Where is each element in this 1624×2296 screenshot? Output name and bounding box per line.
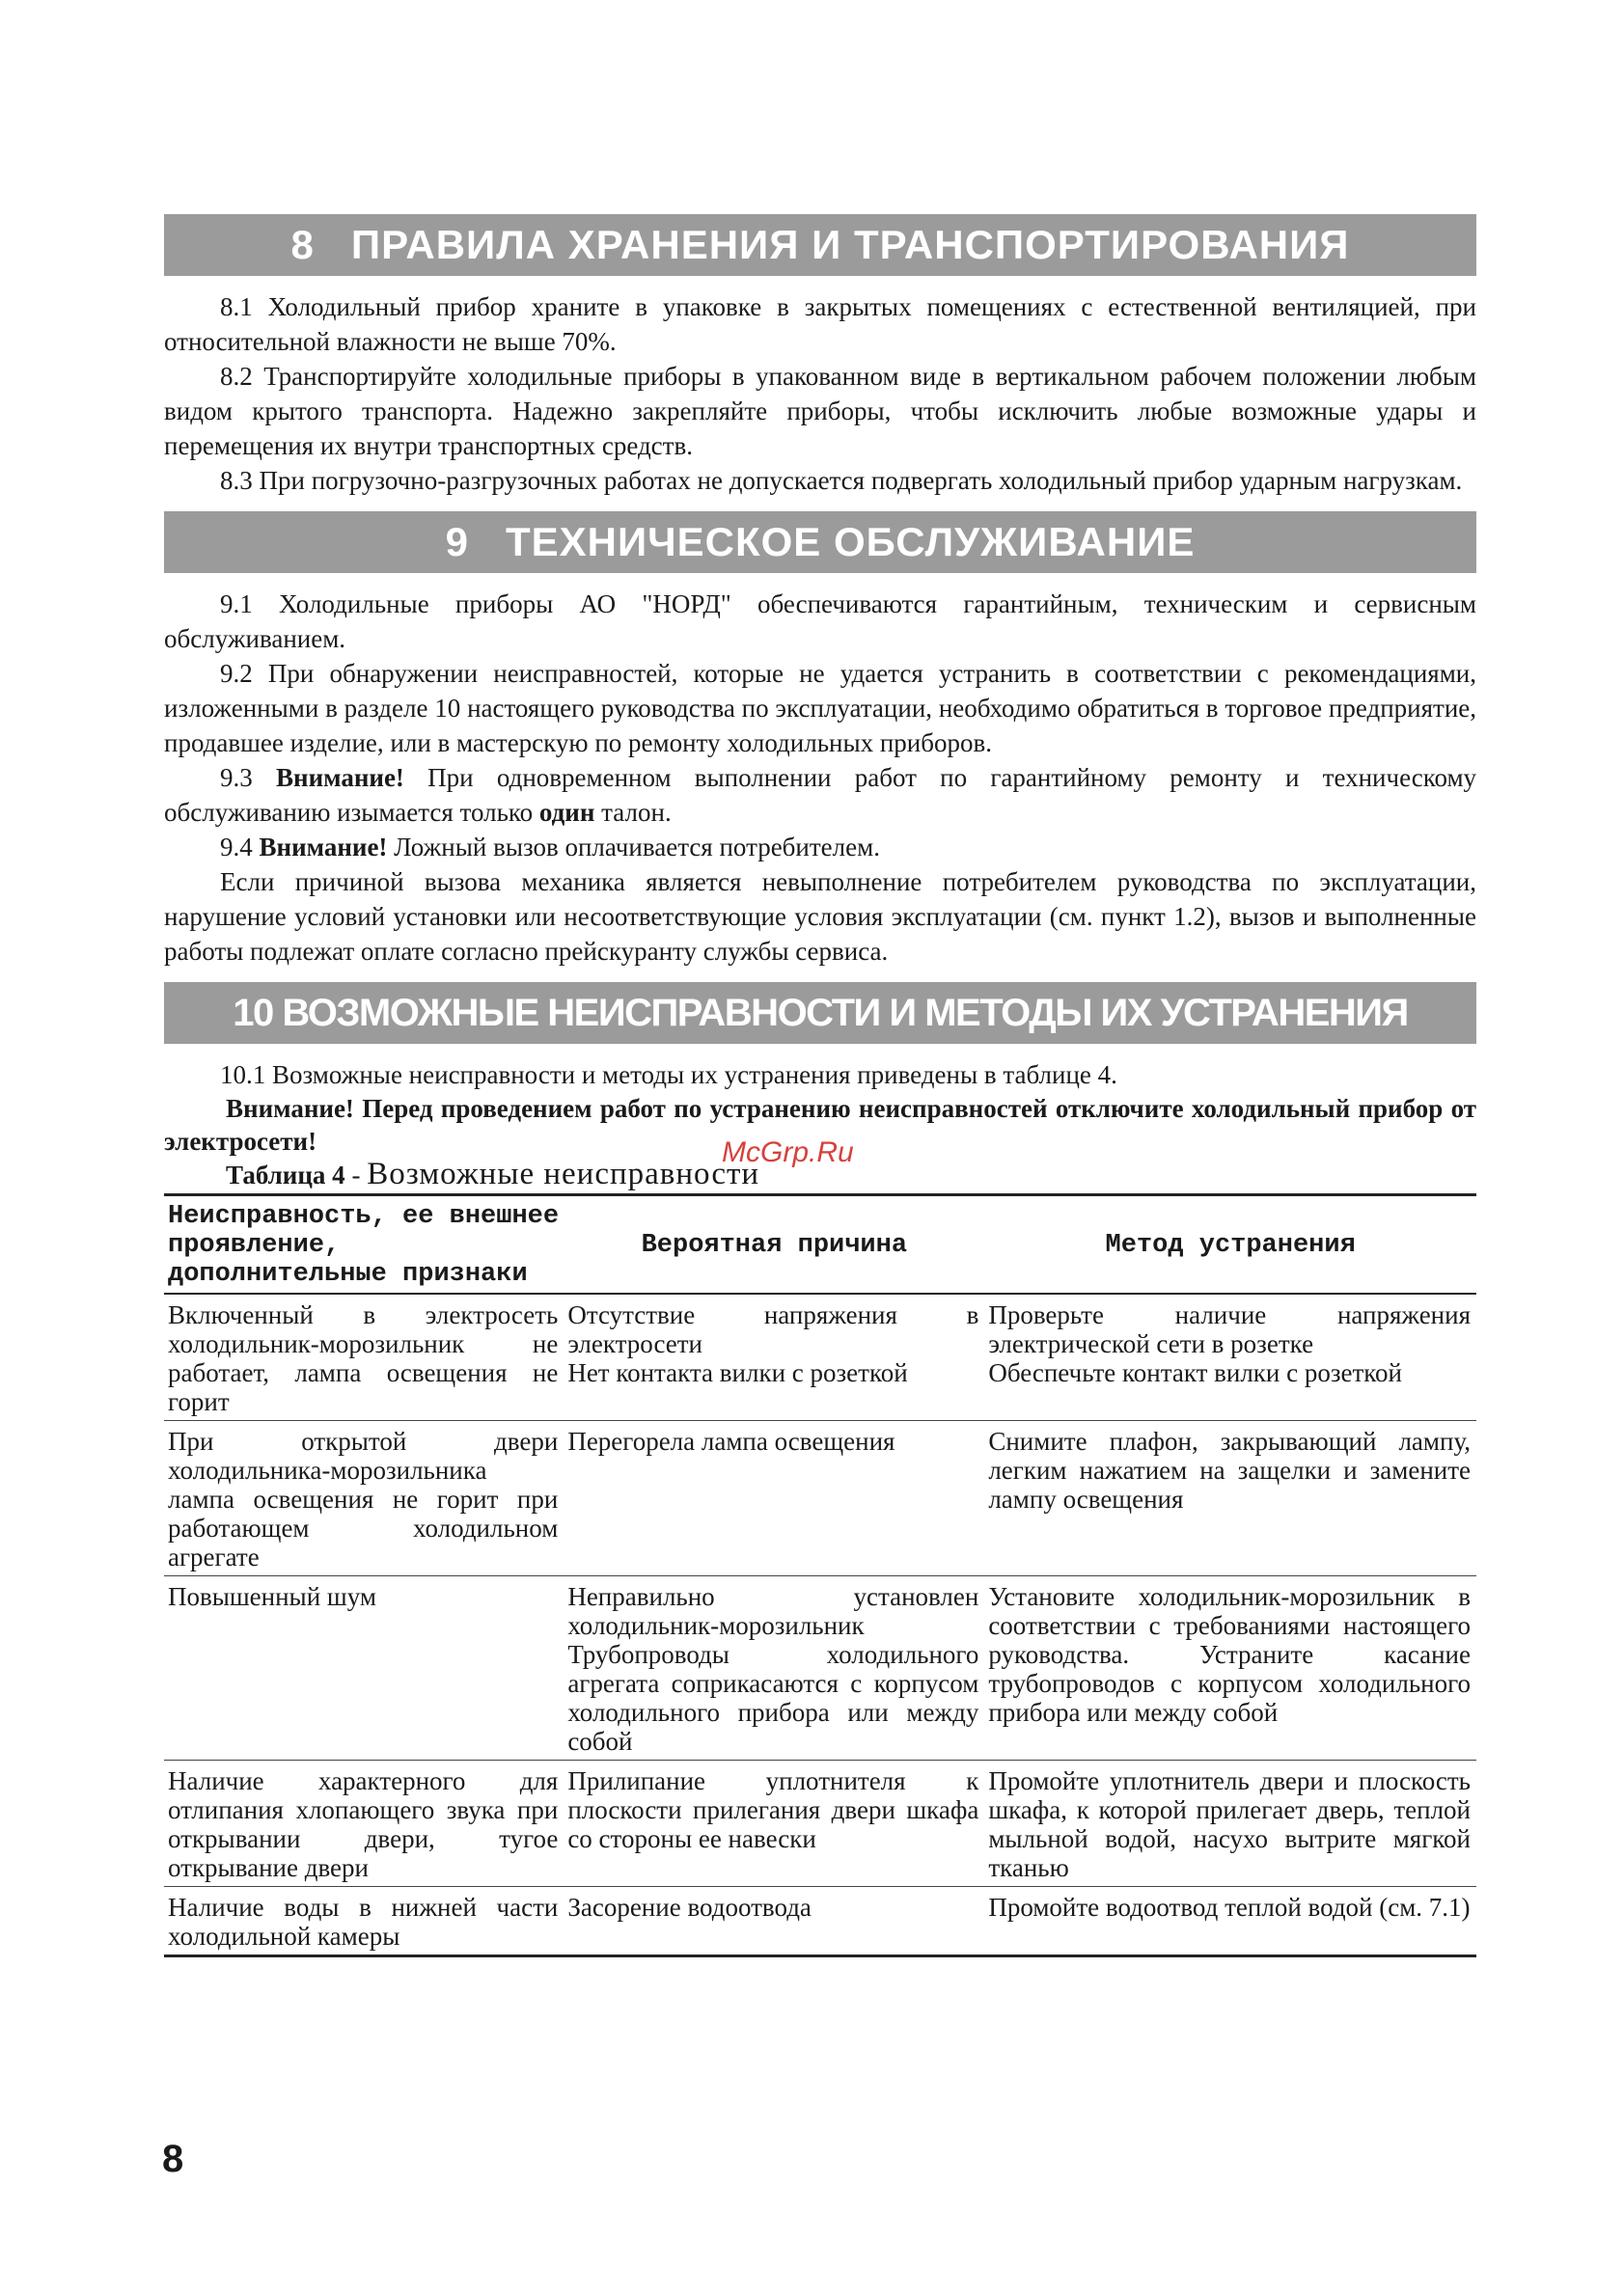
paragraph-8-3: 8.3 При погрузочно-разгрузочных работах не допускается подвергать холодильный прибор ударным нагрузкам.: [220, 466, 1463, 495]
paragraph-9-2: 9.2 При обнаружении неисправностей, которые не удается устранить в соответствии с рекомендациями, изложенными в разделе 10 настоящего руководства по эксплуатации, необходимо обратиться в торговое предприятие, продавшее изделие, или в мастерскую по ремонту холодильных приборов.: [164, 659, 1476, 757]
cell-fault: Наличие воды в нижней части холодильной камеры: [168, 1893, 559, 1951]
paragraph-9-3-one: один: [538, 798, 595, 827]
paragraph-9-3: [164, 760, 1476, 830]
cause-line: Отсутствие напряжения в электросети: [567, 1300, 979, 1358]
paragraph-9-1: 9.1 Холодильные приборы АО "НОРД" обеспечиваются гарантийным, техническим и сервисным обслуживанием.: [164, 589, 1476, 653]
table-row: [164, 1761, 1476, 1887]
method-line: Обеспечьте контакт вилки с розеткой: [988, 1358, 1402, 1387]
section-9-number: 9: [445, 519, 469, 564]
table-row: [164, 1887, 1476, 1956]
paragraph-9-4-number: 9.4: [220, 833, 253, 861]
header-fault: Неисправность, ее внешнее проявление, дополнительные признаки: [164, 1195, 564, 1295]
warning-disconnect: Внимание! Перед проведением работ по устранению неисправностей отключите холодильный прибор от электросети!: [164, 1094, 1476, 1156]
cell-fault: Повышенный шум: [164, 1576, 564, 1761]
section-9-title: ТЕХНИЧЕСКОЕ ОБСЛУЖИВАНИЕ: [505, 519, 1196, 564]
section-10-title: 10 ВОЗМОЖНЫЕ НЕИСПРАВНОСТИ И МЕТОДЫ ИХ УСТРАНЕНИЯ: [233, 992, 1408, 1034]
paragraph-10-1: 10.1 Возможные неисправности и методы их устранения приведены в таблице 4.: [220, 1060, 1117, 1089]
watermark: McGrp.Ru: [722, 1136, 854, 1168]
cell-fault: При открытой двери холодильника-морозильника лампа освещения не горит при работающем холодильном агрегате: [164, 1421, 564, 1576]
cell-cause: Прилипание уплотнителя к плоскости прилегания двери шкафа со стороны ее навески: [564, 1761, 984, 1887]
cell-method: [984, 1294, 1476, 1421]
table-header-row: [164, 1195, 1476, 1295]
paragraph-8-1: 8.1 Холодильный прибор храните в упаковке в закрытых помещениях с естественной вентиляцией, при относительной влажности не выше 70%.: [164, 292, 1476, 356]
table-title: Возможные неисправности: [367, 1157, 760, 1191]
faults-table: [164, 1193, 1476, 1957]
cause-line: Неправильно установлен холодильник-морозильник: [567, 1582, 979, 1640]
section-8-number: 8: [290, 222, 315, 267]
section-8-heading: [164, 214, 1476, 276]
header-method: Метод устранения: [984, 1195, 1476, 1295]
cell-cause: Засорение водоотвода: [567, 1893, 812, 1922]
cell-method: Промойте уплотнитель двери и плоскость шкафа, к которой прилегает дверь, теплой мыльной водой, насухо вытрите мягкой тканью: [984, 1761, 1476, 1887]
table-dash: -: [351, 1161, 361, 1189]
table-row: [164, 1294, 1476, 1421]
cell-cause: [564, 1576, 984, 1761]
header-cause: Вероятная причина: [564, 1195, 984, 1295]
paragraph-9-3-text: При одновременном выполнении работ по гарантийному ремонту и техническому обслуживанию изымается только: [164, 763, 1477, 827]
page-content: [164, 214, 1476, 1957]
paragraph-9-4: [164, 830, 1476, 864]
section-8-title: ПРАВИЛА ХРАНЕНИЯ И ТРАНСПОРТИРОВАНИЯ: [350, 222, 1350, 267]
cause-line: Нет контакта вилки с розеткой: [567, 1358, 908, 1387]
method-line: Проверьте наличие напряжения электрической сети в розетке: [988, 1300, 1471, 1358]
paragraph-9-3-end: талон.: [601, 798, 672, 827]
cell-cause: [564, 1294, 984, 1421]
paragraph-9-3-attention: Внимание!: [276, 763, 404, 792]
table-row: [164, 1421, 1476, 1576]
table-row: [164, 1576, 1476, 1761]
cell-cause: Перегорела лампа освещения: [564, 1421, 984, 1576]
cell-method: Промойте водоотвод теплой водой (см. 7.1): [988, 1893, 1471, 1922]
paragraph-9-5: Если причиной вызова механика является невыполнение потребителем руководства по эксплуатации, нарушение условий установки или несоответствующие условия эксплуатации (см. пункт 1.2), вызов и выполненные работы подлежат оплате согласно прейскуранту службы сервиса.: [164, 867, 1476, 966]
paragraph-9-3-number: 9.3: [220, 763, 253, 792]
paragraph-9-4-attention: Внимание!: [259, 833, 388, 861]
paragraph-9-4-text: Ложный вызов оплачивается потребителем.: [394, 833, 880, 861]
table-label: Таблица 4: [226, 1161, 345, 1189]
cause-line: Трубопроводы холодильного агрегата соприкасаются с корпусом холодильного прибора или между собой: [567, 1640, 979, 1756]
cell-method: Установите холодильник-морозильник в соответствии с требованиями настоящего руководства. Устраните касание трубопроводов с корпусом холодильного прибора или между собой: [984, 1576, 1476, 1761]
cell-fault: Включенный в электросеть холодильник-морозильник не работает, лампа освещения не горит: [164, 1294, 564, 1421]
section-9-heading: [164, 511, 1476, 573]
paragraph-8-2: 8.2 Транспортируйте холодильные приборы в упакованном виде в вертикальном рабочем положении любым видом крытого транспорта. Надежно закрепляйте приборы, чтобы исключить любые возможные удары и перемещения их внутри транспортных средств.: [164, 362, 1476, 460]
page-number: 8: [162, 2138, 184, 2180]
cell-method: Снимите плафон, закрывающий лампу, легким нажатием на защелки и замените лампу освещения: [984, 1421, 1476, 1576]
cell-fault: Наличие характерного для отлипания хлопающего звука при открывании двери, тугое открывание двери: [164, 1761, 564, 1887]
section-10-heading: [164, 982, 1476, 1044]
